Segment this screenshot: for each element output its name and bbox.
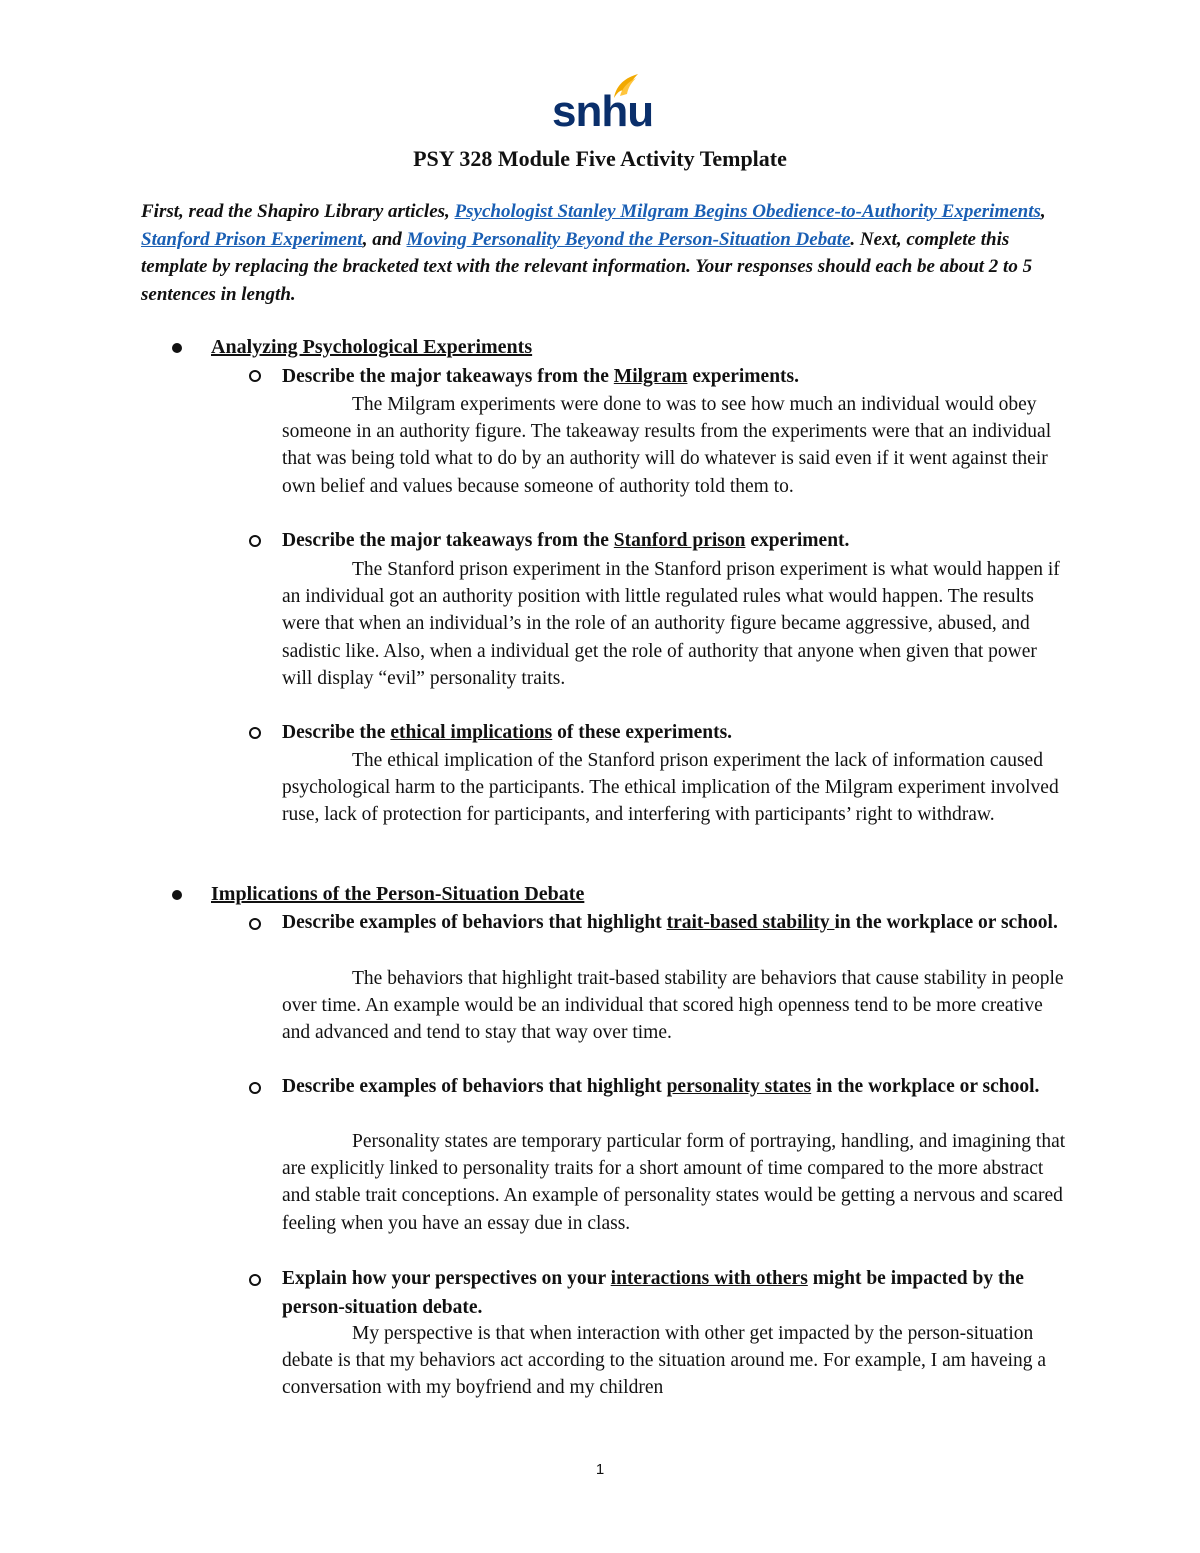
question-ethics [282,718,1062,747]
circle-bullet-icon [249,918,261,930]
question-text: Describe the major takeaways from the [282,530,614,551]
instructions-paragraph [141,198,1061,308]
question-text: experiments. [687,366,799,387]
intro-separator: , and [362,228,407,250]
question-keyword: personality states [666,1076,812,1097]
page-title: PSY 328 Module Five Activity Template [413,146,787,171]
question-text: Describe the [282,722,391,743]
question-text: Describe examples of behaviors that highlight [282,912,667,933]
answer-stanford: The Stanford prison experiment in the Stanford prison experiment is what would happen if an individual got an authority position with little regulated rules what would happen. The results were that when an individual’s in the role of an authority figure became aggressive, abused, and sadistic like. Also, when a individual get the role of authority that anyone when given that power will display “evil” personality traits. [282,559,1060,689]
personality-article-link[interactable]: Moving Personality Beyond the Person-Situation Debate [406,228,851,250]
answer-interactions: My perspective is that when interaction with other get impacted by the person-situation debate is that my behaviors act according to the situation around me. For example, I am haveing a conversation with my boyfriend and my children [282,1323,1047,1399]
circle-bullet-icon [249,727,261,739]
milgram-article-link[interactable]: Psychologist Stanley Milgram Begins Obedience-to-Authority Experiments [454,201,1041,222]
intro-lead: First, read the Shapiro Library articles, [141,201,455,222]
question-text: of these experiments. [552,722,733,743]
circle-bullet-icon [249,1274,261,1286]
question-text: Describe the major takeaways from the [282,366,614,387]
answer-personality-states: Personality states are temporary particular form of portraying, handling, and imagining that are explicitly linked to personality traits for a short amount of time compared to the more abstract and stable trait conceptions. An example of personality states would be getting a nervous and scared feeling when you have an essay due in class. [282,1131,1066,1234]
circle-bullet-icon [249,370,261,382]
answer-ethics: The ethical implication of the Stanford prison experiment the lack of information caused psychological harm to the participants. The ethical implication of the Milgram experiment involved ruse, lack of protection for participants, and interfering with participants’ right to withdraw. [282,750,1059,826]
answer-trait-stability: The behaviors that highlight trait-based stability are behaviors that cause stability in people over time. An example would be an individual that scored high openness tend to be more creative and advanced and tend to stay that way over time. [282,968,1064,1044]
section-heading-experiments: Analyzing Psychological Experiments [211,336,533,358]
question-trait-stability [282,908,1062,937]
question-interactions [282,1264,1062,1322]
question-personality-states [282,1072,1062,1101]
circle-bullet-icon [249,1082,261,1094]
section-heading-debate: Implications of the Person-Situation Debate [211,883,585,905]
intro-tail: . Next, complete this template by replacing the bracketed text with the relevant information. Your responses should each be about 2 to 5 sentences in length. [141,228,1033,305]
question-keyword: ethical implications [390,722,553,743]
question-keyword: trait-based stability [666,912,835,933]
stanford-article-link[interactable]: Stanford Prison Experiment [141,228,363,250]
question-text: Describe examples of behaviors that highlight [282,1076,667,1097]
bullet-icon [172,890,182,900]
snhu-logo [552,72,654,136]
question-keyword: Milgram [613,366,688,387]
question-text: might be impacted by the person-situation debate. [282,1268,1024,1318]
question-keyword: Stanford prison [613,530,746,551]
question-text: in the workplace or school. [834,912,1058,933]
question-milgram [282,362,1062,391]
question-text: Explain how your perspectives on your [282,1268,611,1289]
question-stanford [282,526,1062,555]
question-text: experiment. [745,530,850,551]
question-keyword: interactions with others [610,1268,808,1289]
answer-milgram: The Milgram experiments were done to was to see how much an individual would obey someone in an authority figure. The takeaway results from the experiments were that an individual that was being told what to do by an authority will do whatever is said even if it went against their own belief and values because someone of authority told them to. [282,394,1052,497]
logo-wordmark: snhu [552,87,654,136]
intro-separator: , [1040,201,1046,222]
circle-bullet-icon [249,535,261,547]
bullet-icon [172,343,182,353]
page-number: 1 [595,1461,605,1478]
question-text: in the workplace or school. [811,1076,1040,1097]
